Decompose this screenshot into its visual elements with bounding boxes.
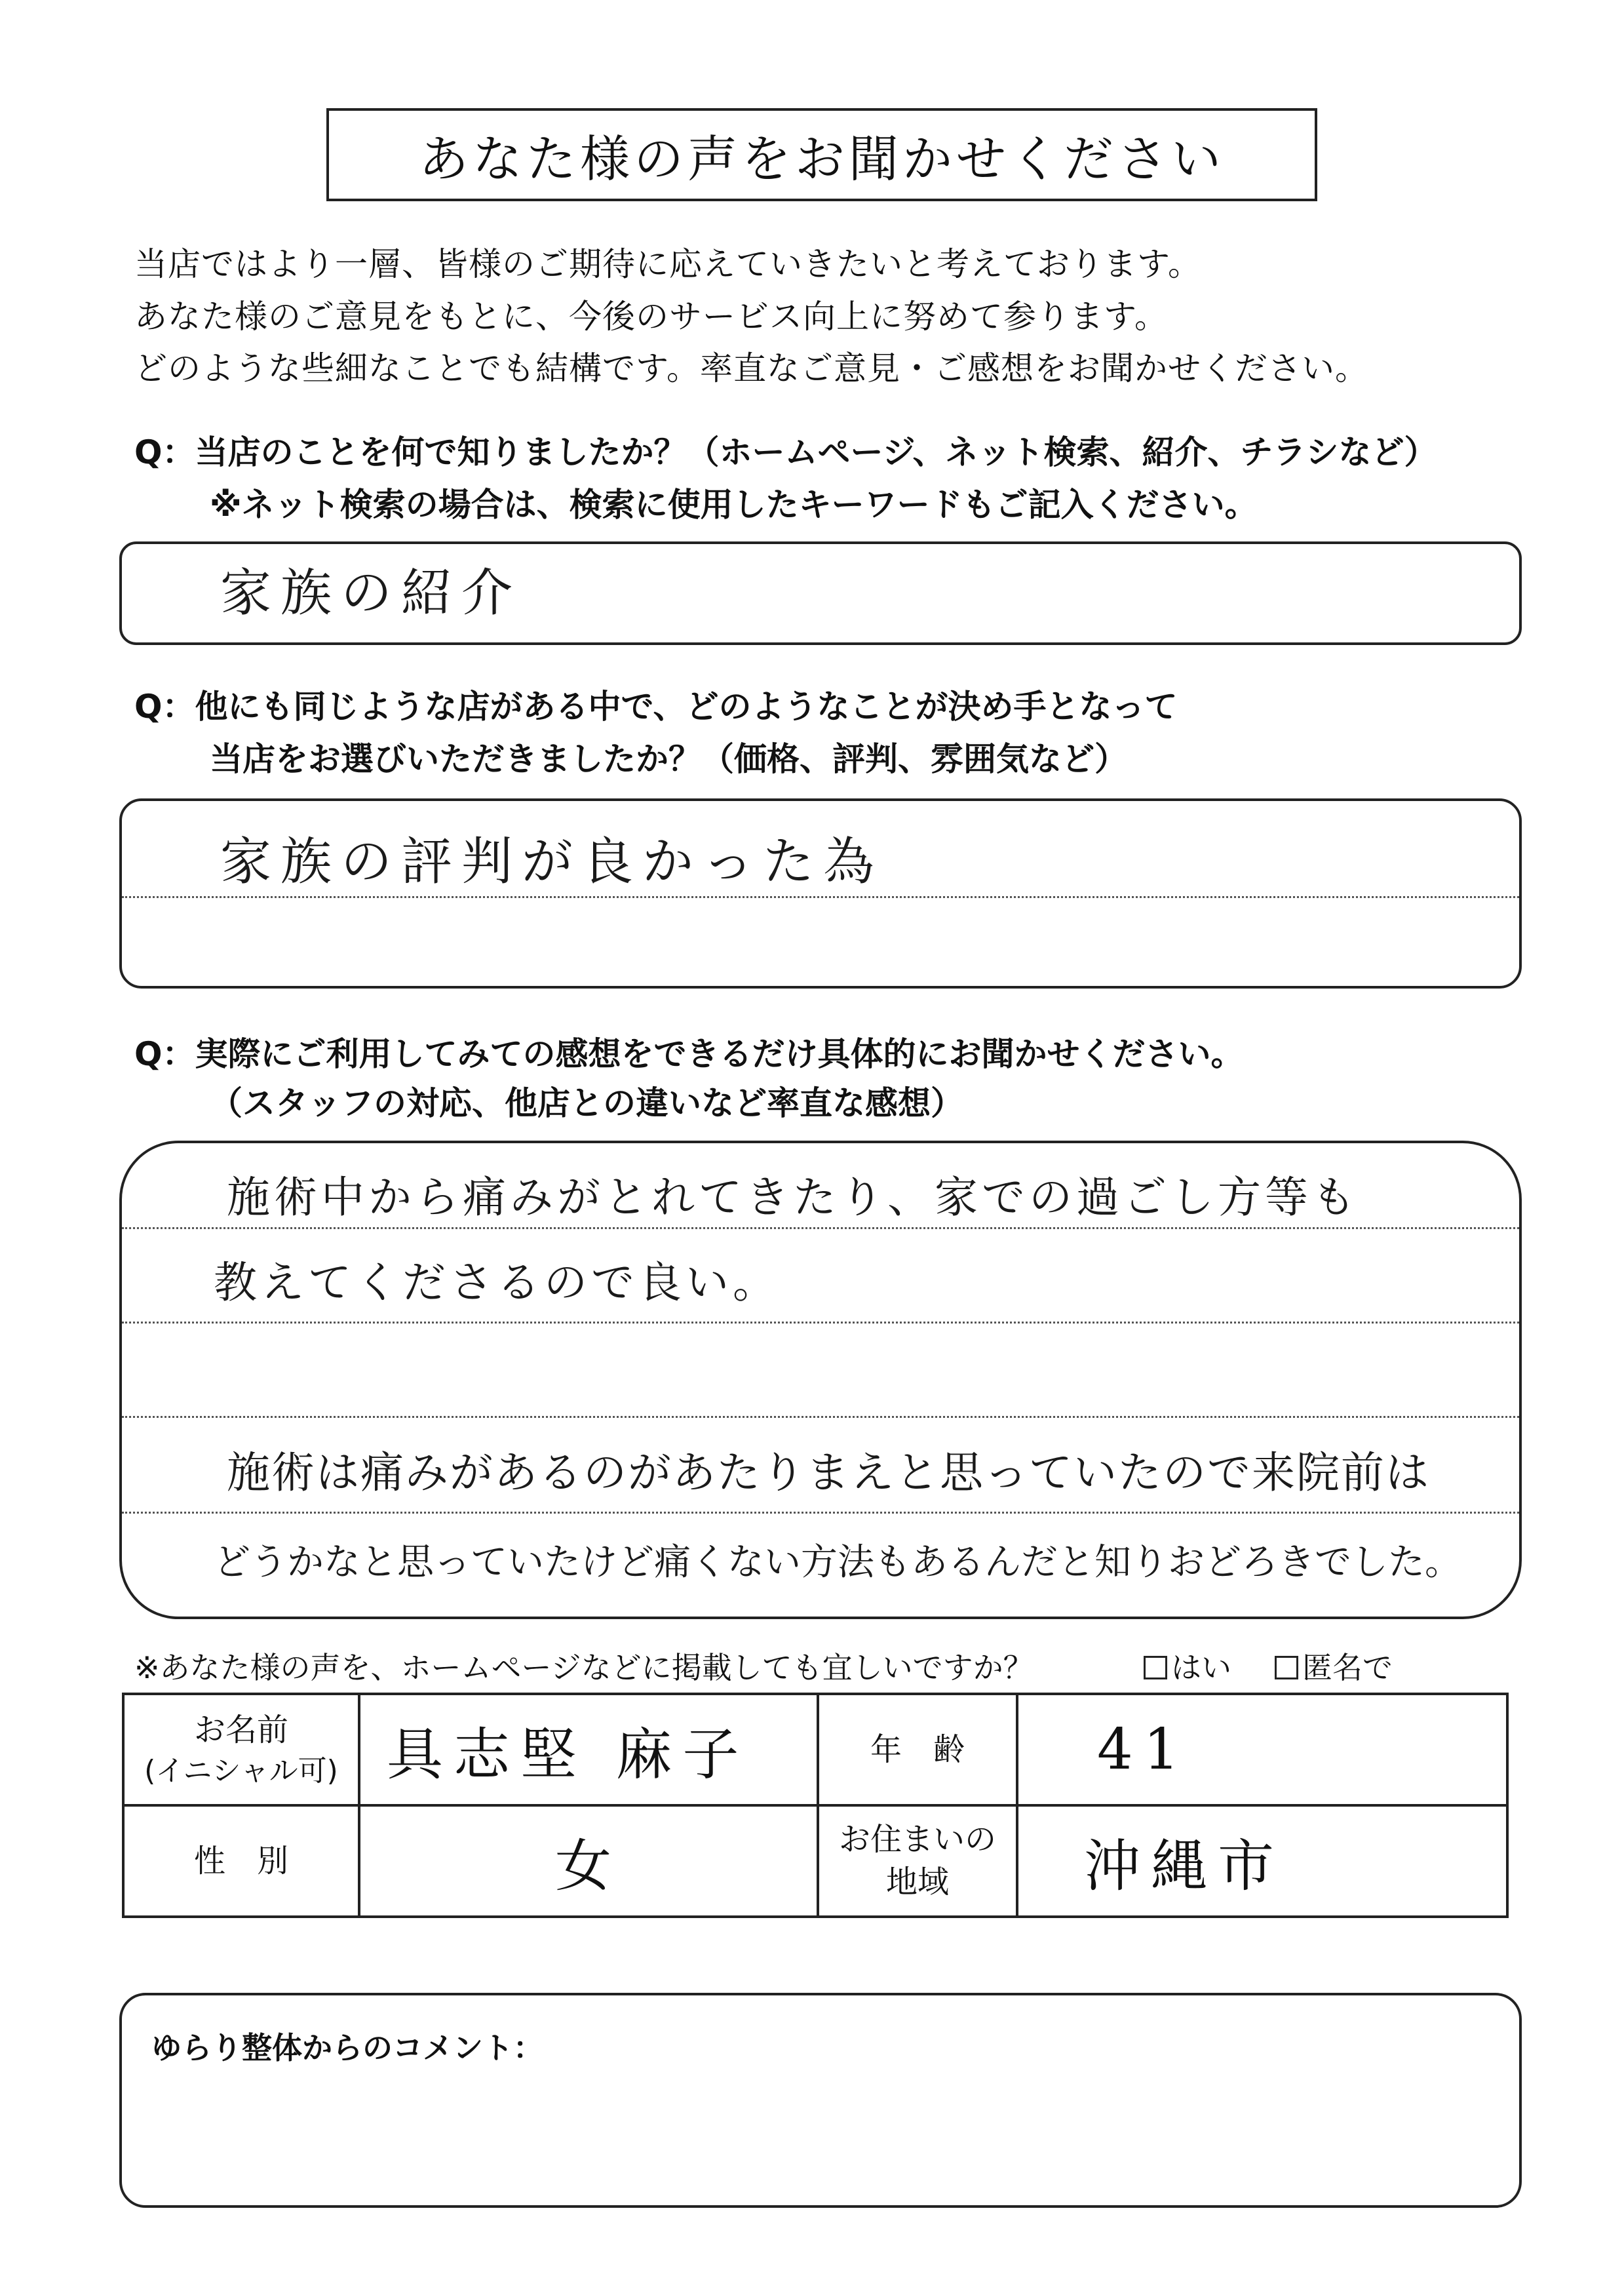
comment-box[interactable] [119, 1993, 1522, 2208]
name-label-sub: (イニシャル可) [144, 1754, 338, 1788]
answer-1-text: 家族の紹介 [220, 564, 522, 623]
question-2-line-1: Q：他にも同じような店がある中で、どのようなことが決め手となって [134, 688, 1178, 726]
intro-line-2: あなた様のご意見をもとに、今後のサービス向上に努めて参ります。 [134, 298, 1168, 336]
ruled-line [122, 896, 1519, 898]
answer-2-text: 家族の評判が良かった為 [220, 833, 884, 892]
consent-anonymous-label: 匿名で [1302, 1650, 1393, 1685]
answer-2-box[interactable] [119, 798, 1522, 989]
answer-3-line-2: 教えてくださるので良い。 [214, 1257, 780, 1308]
question-1-line-1: Q：当店のことを何で知りましたか？（ホームページ、ネット検索、紹介、チラシなど） [134, 433, 1437, 471]
name-label-cell [123, 1694, 359, 1805]
consent-yes-label: はい [1171, 1650, 1231, 1685]
answer-3-box[interactable] [119, 1141, 1522, 1619]
answer-3-line-5: どうかなと思っていたけど痛くない方法もあるんだと知りおどろきでした。 [214, 1541, 1461, 1584]
checkbox-anonymous[interactable] [1275, 1656, 1298, 1679]
area-label-sub: 地域 [885, 1864, 949, 1900]
intro-line-3: どのような些細なことでも結構です。率直なご意見・ご感想をお聞かせください。 [134, 349, 1368, 387]
page-title: あなた様の声をお聞かせください [326, 108, 1317, 201]
age-label: 年 齢 [818, 1694, 1017, 1805]
consent-anonymous-option[interactable] [1275, 1644, 1393, 1687]
name-label: お名前 [193, 1711, 288, 1748]
ruled-line [122, 1512, 1519, 1514]
area-label: お住まいの [838, 1821, 996, 1858]
question-3-line-1: Q：実際にご利用してみての感想をできるだけ具体的にお聞かせください。 [134, 1035, 1244, 1073]
name-field[interactable]: 具志堅 麻子 [359, 1694, 818, 1805]
age-field[interactable]: 41 [1017, 1694, 1507, 1805]
consent-question: ※あなた様の声を、ホームページなどに掲載しても宜しいですか？ [134, 1650, 1034, 1685]
comment-label: ゆらり整体からのコメント： [151, 2030, 543, 2066]
gender-label: 性 別 [123, 1805, 359, 1917]
consent-yes-option[interactable] [1144, 1644, 1231, 1687]
answer-3-line-4: 施術は痛みがあるのがあたりまえと思っていたので来院前は [227, 1447, 1430, 1498]
info-table [122, 1693, 1509, 1918]
gender-field[interactable]: 女 [359, 1805, 818, 1917]
intro-line-1: 当店ではより一層、皆様のご期待に応えていきたいと考えております。 [134, 245, 1201, 283]
question-1-line-2: ※ネット検索の場合は、検索に使用したキーワードもご記入ください。 [210, 486, 1258, 524]
question-2-line-2: 当店をお選びいただきましたか？（価格、評判、雰囲気など） [210, 740, 1127, 778]
answer-3-line-1: 施術中から痛みがとれてきたり、家での過ごし方等も [227, 1172, 1359, 1223]
area-field[interactable]: 沖縄市 [1017, 1805, 1507, 1917]
checkbox-yes[interactable] [1144, 1656, 1167, 1679]
answer-1-box[interactable] [119, 541, 1522, 645]
ruled-line [122, 1227, 1519, 1229]
question-3-line-2: （スタッフの対応、他店との違いなど率直な感想） [210, 1084, 963, 1122]
ruled-line [122, 1322, 1519, 1324]
area-label-cell [818, 1805, 1017, 1917]
ruled-line [122, 1416, 1519, 1418]
